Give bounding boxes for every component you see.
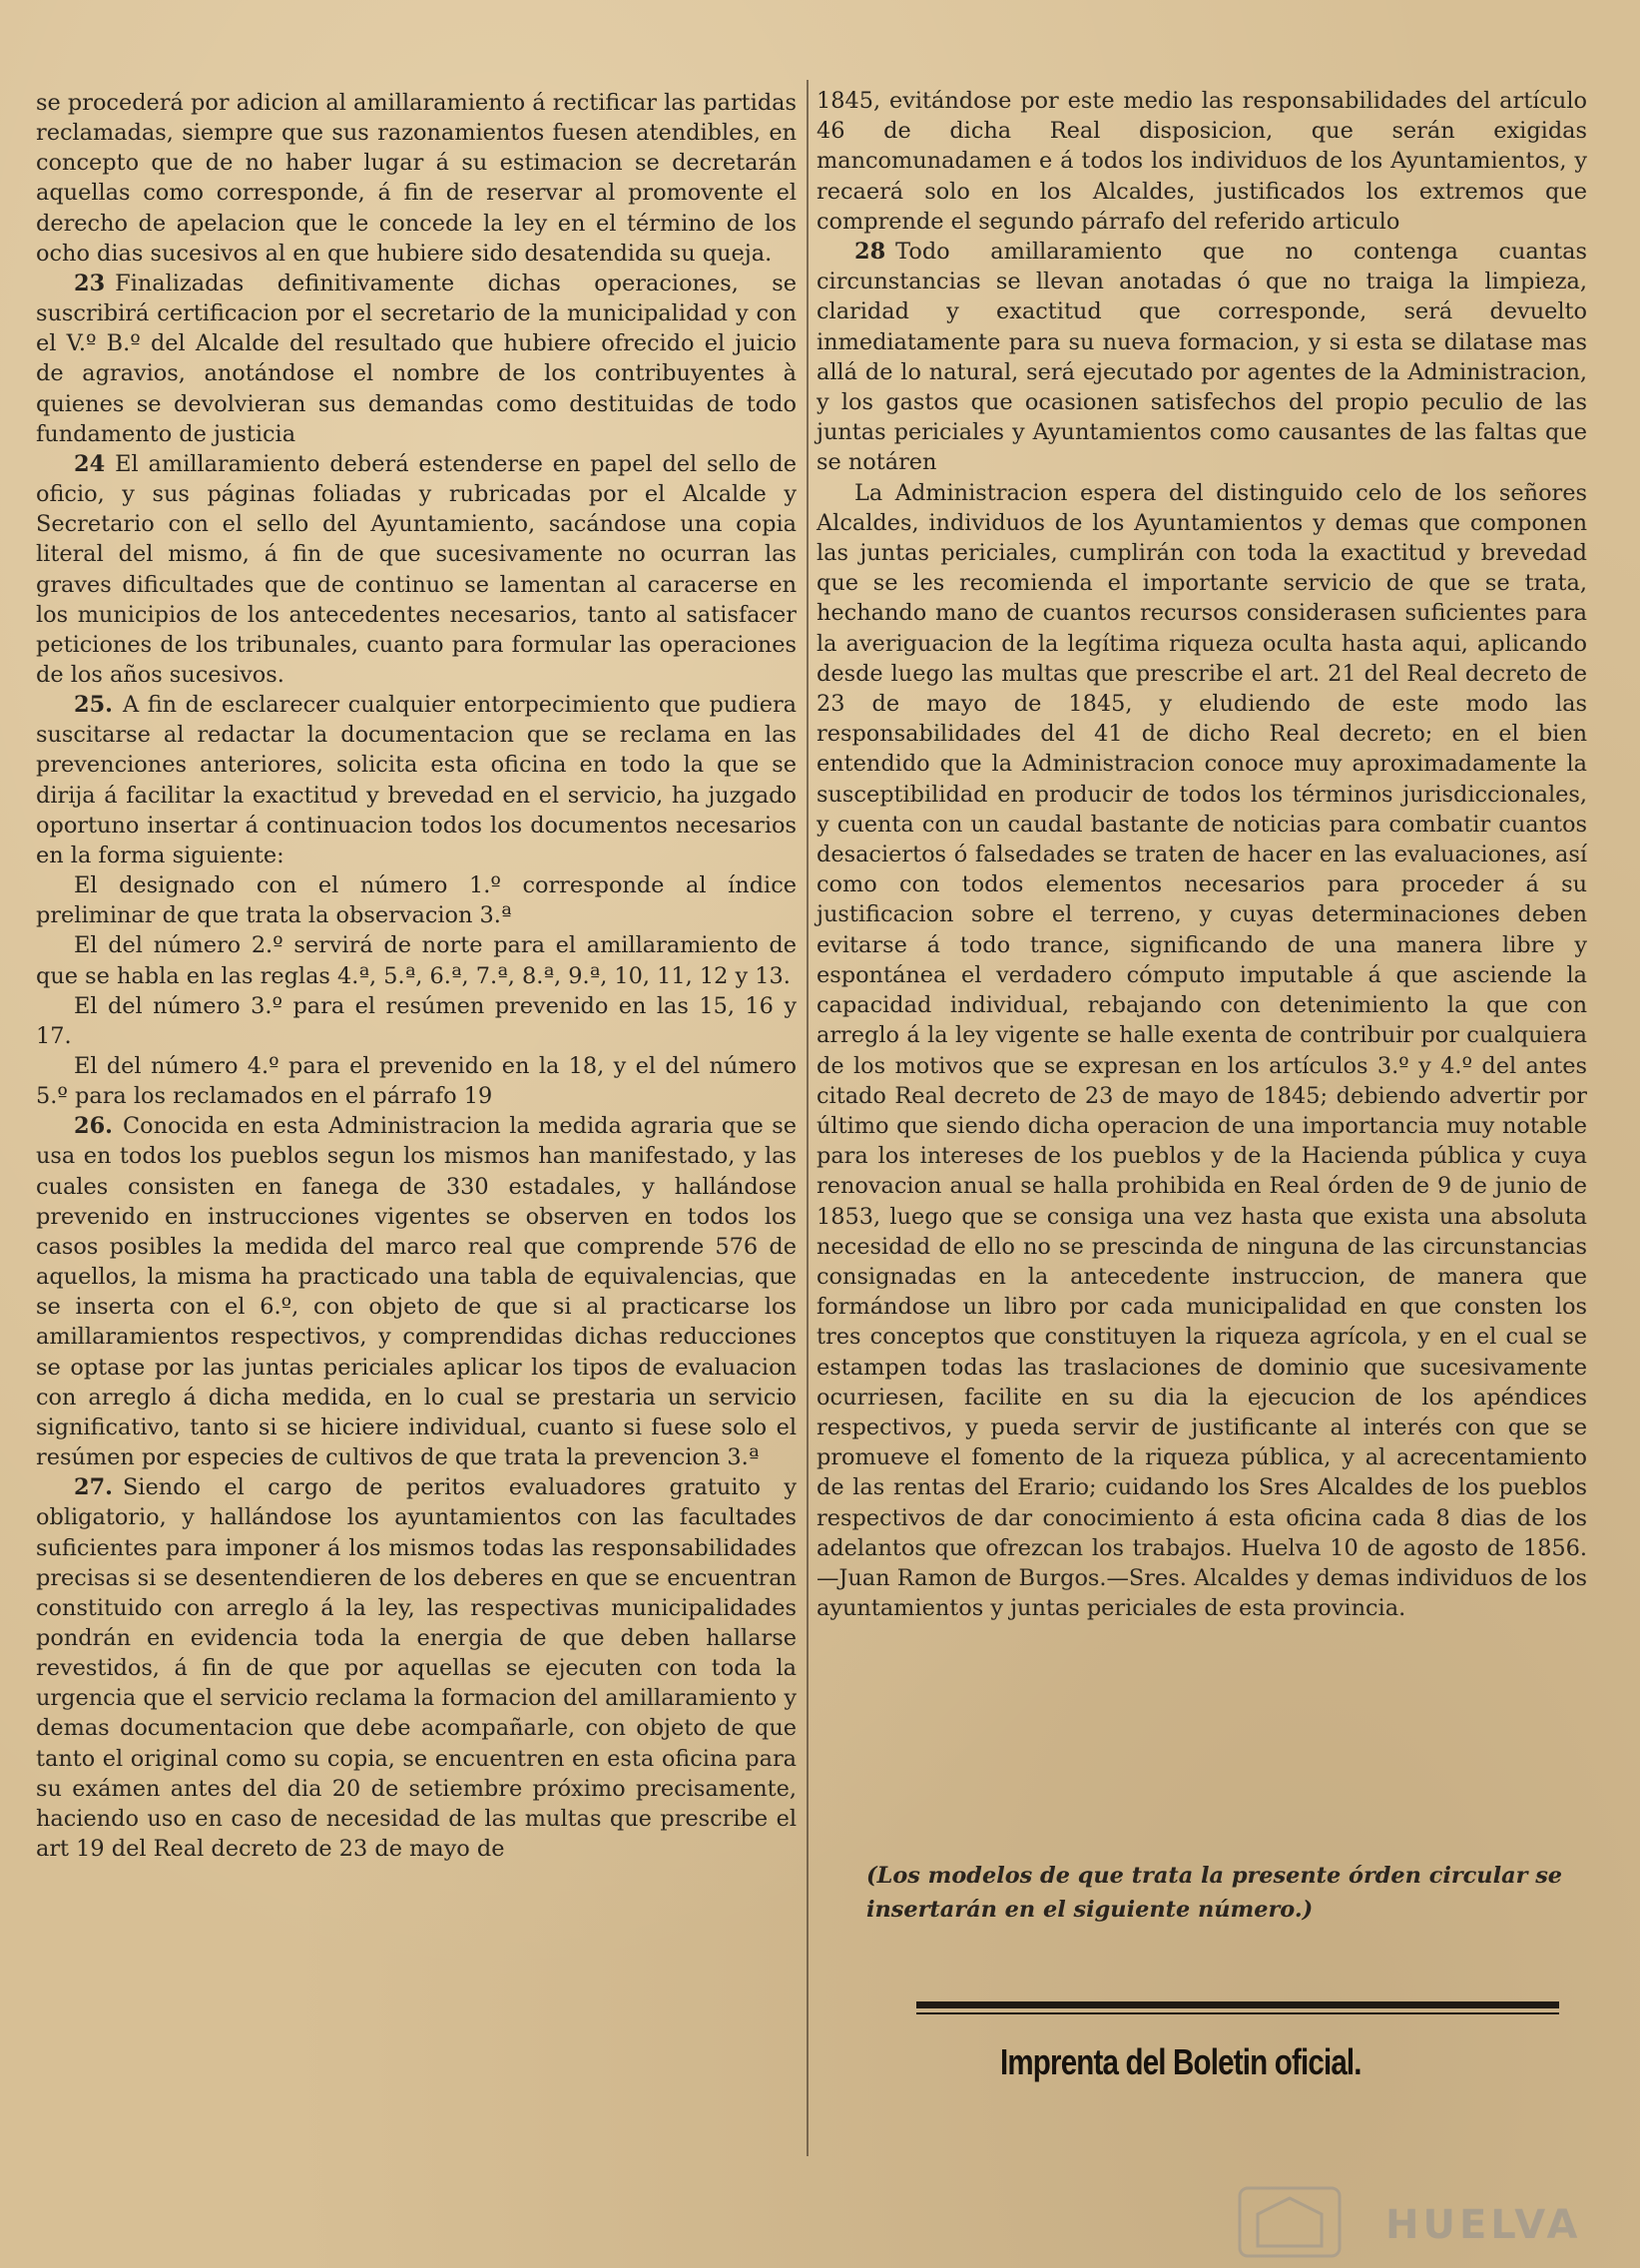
paragraph-25-item-1: El designado con el número 1.º corresponde al índice preliminar de que trata la observacion 3.ª [36,872,797,929]
paragraph-25-item-4: El del número 4.º para el prevenido en la 18, y el del número 5.º para los reclamados en el párrafo 19 [36,1053,797,1110]
paragraph-number: 27. [74,1474,113,1501]
paragraph-text: Conocida en esta Administracion la medida agraria que se usa en todos los pueblos segun los mismos han manifestado, y las cuales consisten en fanega de 330 estadales, y hallándose prevenido en instrucciones vigentes se observen en todos los casos posibles la medida del marco real que comprende 576 de aquellos, la misma ha practicado una tabla de equivalencias, que se inserta con el 6.º, con objeto de que si al practicarse los amillaramientos respectivos, y comprendidas dichas reducciones se optase por las juntas periciales aplicar los tipos de evaluacion con arreglo á dicha medida, en lo cual se prestaria un servicio significativo, tanto si se hiciere individual, cuanto si fuese solo el resúmen por especies de cultivos de que trata la prevencion 3.ª [36,1113,797,1471]
column-divider [807,80,809,2156]
paragraph-number: 26. [74,1113,113,1140]
paragraph-24 [36,449,797,690]
paragraph-number: 24 [74,450,106,477]
paragraph-text: Todo amillaramiento que no contenga cuantas circunstancias se llevan anotadas ó que no traiga la limpieza, claridad y exactitud que corresponde, será devuelto inmediatamente para su nueva formacion, y si esta se dilatase mas allá de lo natural, será ejecutado por agentes de la Administracion, y los gastos que ocasionen satisfechos del propio peculio de las juntas periciales y Ayuntamientos como causantes de las faltas que se notáren [817,239,1587,476]
paragraph-continuation: se procederá por adicion al amillaramiento á rectificar las partidas reclamadas, siempre que sus razonamientos fuesen atendibles, en concepto que de no haber lugar á su estimacion se decretarán aquellas como corresponde, á fin de reservar al promovente el derecho de apelacion que le concede la ley en el término de los ocho dias sucesivos al en que hubiere sido desatendida su queja. [36,90,797,267]
paragraph-continuation: 1845, evitándose por este medio las responsabilidades del artículo 46 de dicha Real disposicion, que serán exigidas mancomunadamen e á todos los individuos de los Ayuntamientos, y recaerá solo en los Alcaldes, justificados los extremos que comprende el segundo párrafo del referido articulo [817,88,1587,235]
archive-stamp-text: HUELVA [1385,2202,1582,2248]
paragraph-text: El amillaramiento deberá estenderse en papel del sello de oficio, y sus páginas foliadas y rubricadas por el Alcalde y Secretario con el sello del Ayuntamiento, sacándose una copia literal del mismo, á fin de que sucesivamente no ocurran las graves dificultades que de continuo se lamentan al caracerse en los municipios de los antecedentes necesarios, tanto al satisfacer peticiones de los tribunales, cuanto para formular las operaciones de los años sucesivos. [36,450,797,688]
models-note: (Los modelos de que trata la presente órden circular se insertarán en el siguiente número.) [866,1863,1563,1923]
paragraph-25-item-3: El del número 3.º para el resúmen prevenido en las 15, 16 y 17. [36,992,797,1049]
printer-imprint: Imprenta del Boletin oficial. [1000,2041,1362,2082]
paragraph-27 [36,1472,797,1864]
paragraph-25 [36,690,797,870]
paragraph-25-item-2: El del número 2.º servirá de norte para el amillaramiento de que se habla en las reglas 4.ª, 5.ª, 6.ª, 7.ª, 8.ª, 9.ª, 10, 11, 12 y 13. [36,932,797,989]
right-column [817,86,1587,1623]
paragraph-text: Siendo el cargo de peritos evaluadores gratuito y obligatorio, y hallándose los ayuntamientos con las facultades suficientes para imponer á los mismos todas las responsabilidades precisas si se desentendieren de los deberes en que se encuentran constituido con arreglo á la ley, las respectivas municipalidades pondrán en evidencia toda la energia de que deben hallarse revestidos, á fin de que por aquellas se ejecuten con toda la urgencia que el servicio reclama la formacion del amillaramiento y demas documentacion que debe acompañarle, con objeto de que tanto el original como su copia, se encuentren en esta oficina para su exámen antes del dia 20 de setiembre próximo precisamente, haciendo uso en caso de necesidad de las multas que prescribe el art 19 del Real decreto de 23 de mayo de [36,1474,797,1863]
paragraph-number: 25. [74,692,113,719]
paragraph-number: 23 [74,270,106,296]
paragraph-text: A fin de esclarecer cualquier entorpecimiento que pudiera suscitarse al redactar la documentacion que se reclama en las prevenciones anteriores, solicita esta oficina en todo la que se dirija á facilitar la exactitud y brevedad en el servicio, ha juzgado oportuno insertar á continuacion todos los documentos necesarios en la forma siguiente: [36,692,797,868]
closing-rule-thick [916,2001,1559,2008]
paragraph-28 [817,237,1587,478]
paragraph-text: Finalizadas definitivamente dichas operaciones, se suscribirá certificacion por el secretario de la municipalidad y con el V.º B.º del Alcalde del resultado que hubiere ofrecido el juicio de agravios, anotándose el nombre de los contribuyentes à quienes se devolvieran sus demandas como destituidas de todo fundamento de justicia [36,270,797,447]
paragraph-26 [36,1111,797,1472]
paragraph-administration: La Administracion espera del distinguido celo de los señores Alcaldes, individuos de los Ayuntamientos y demas que componen las juntas periciales, cumplirán con toda la exactitud y brevedad que se les recomienda el importante servicio de que se trata, hechando mano de cuantos recursos considerasen suficientes para la averiguacion de la legítima riqueza oculta hasta aqui, aplicando desde luego las multas que prescribe el art. 21 del Real decreto de 23 de mayo de 1845, y eludiendo de este modo las responsabilidades del 41 de dicho Real decreto; en el bien entendido que la Administracion conoce muy aproximadamente la susceptibilidad en producir de todos los términos jurisdiccionales, y cuenta con un caudal bastante de noticias para combatir cuantos desaciertos ó falsedades se traten de hacer en las evaluaciones, así como con todos elementos necesarios para proceder á su justificacion sobre el terreno, y cuyas determinaciones deben evitarse á todo trance, significando de una manera libre y espontánea el verdadero cómputo imputable á que asciende la capacidad individual, rebajando con detenimiento la que con arreglo á la ley vigente se halle exenta de contribuir por cualquiera de los motivos que se expresan en los artículos 3.º y 4.º del antes citado Real decreto de 23 de mayo de 1845; debiendo advertir por último que siendo dicha operacion de una importancia muy notable para los intereses de los pueblos y de la Hacienda pública y cuya renovacion anual se halla prohibida en Real órden de 9 de junio de 1853, luego que se consiga una vez hasta que exista una absoluta necesidad de ello no se prescinda de ninguna de las circunstancias consignadas en la antecedente instruccion, de manera que formándose un libro por cada municipalidad en que consten los tres conceptos que constituyen la riqueza agrícola, y en el cual se estampen todas las traslaciones de dominio que sucesivamente ocurriesen, facilite en su dia la ejecucion de los apéndices respectivos, y pueda servir de justificante al interés con que se promueve el fomento de la riqueza pública, y al acrecentamiento de las rentas del Erario; cuidando los Sres Alcaldes de los pueblos respectivos de dar conocimiento á esta oficina cada 8 dias de los adelantos que ofrezcan los trabajos. Huelva 10 de agosto de 1856.—Juan Ramon de Burgos.—Sres. Alcaldes y demas individuos de los ayuntamientos y juntas periciales de esta provincia. [817,479,1587,1622]
paragraph-number: 28 [854,239,886,266]
closing-rule-thin [916,2012,1559,2014]
paragraph-23 [36,269,797,449]
left-column [36,88,797,1864]
